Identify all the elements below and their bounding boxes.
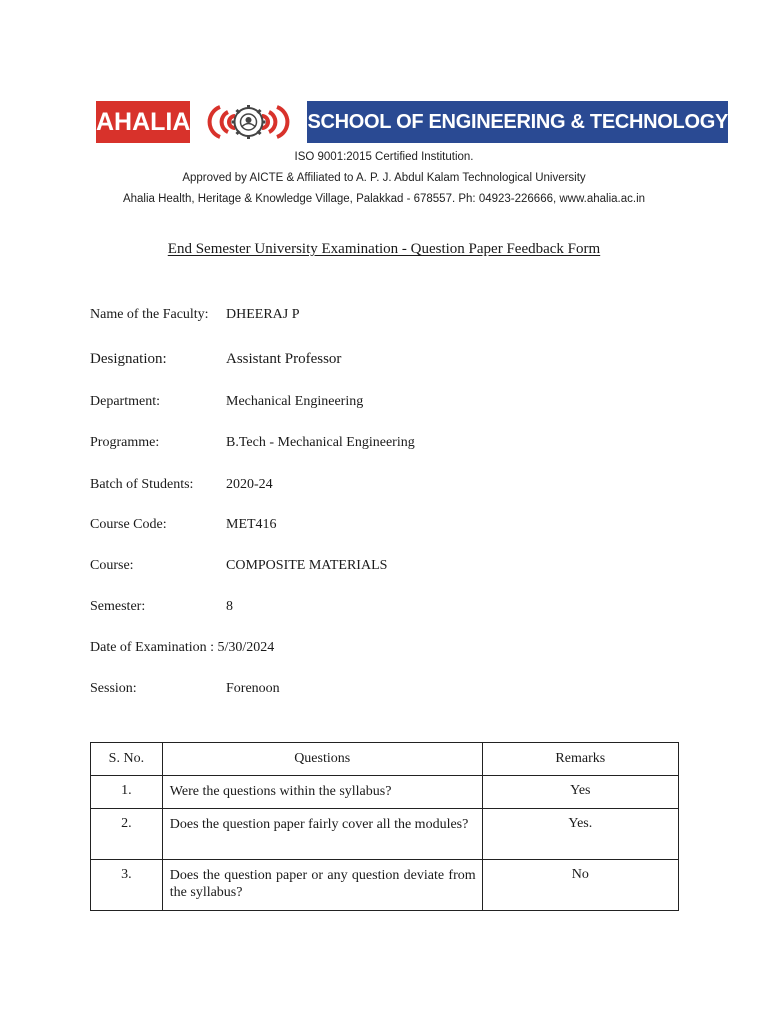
header-sno: S. No.: [91, 743, 163, 776]
field-label: Designation:: [90, 351, 167, 367]
school-name: SCHOOL OF ENGINEERING & TECHNOLOGY: [307, 101, 728, 143]
field-course-code: [90, 517, 277, 533]
field-label: Batch of Students:: [90, 477, 194, 492]
field-designation: [90, 351, 342, 368]
row-remark: Yes: [482, 776, 678, 809]
brand-name: AHALIA: [96, 101, 190, 143]
row-question: Does the question paper or any question deviate from the syllabus?: [162, 860, 482, 911]
field-semester: [90, 599, 233, 615]
row-question: Does the question paper fairly cover all the modules?: [162, 809, 482, 860]
field-batch: [90, 477, 273, 493]
institution-banner: [96, 101, 729, 143]
row-remark: Yes.: [482, 809, 678, 860]
row-number: 2.: [91, 809, 163, 860]
field-value: 2020-24: [226, 477, 273, 492]
field-value: Assistant Professor: [226, 351, 342, 367]
field-value: DHEERAJ P: [226, 307, 300, 322]
feedback-table: [90, 742, 679, 911]
row-remark: No: [482, 860, 678, 911]
row-number: 1.: [91, 776, 163, 809]
field-value: COMPOSITE MATERIALS: [226, 558, 388, 573]
field-value: Mechanical Engineering: [226, 394, 364, 409]
college-emblem-icon: [190, 101, 307, 143]
header-questions: Questions: [162, 743, 482, 776]
form-title: End Semester University Examination - Question Paper Feedback Form: [167, 241, 601, 257]
field-label: Session:: [90, 681, 137, 696]
field-programme: [90, 435, 415, 451]
table-row: [91, 809, 679, 860]
table-row: [91, 776, 679, 809]
field-value: MET416: [226, 517, 277, 532]
field-value: B.Tech - Mechanical Engineering: [226, 435, 415, 450]
field-label: Programme:: [90, 435, 160, 450]
field-faculty: [90, 307, 300, 323]
field-value: Forenoon: [226, 681, 280, 696]
field-exam-date: [90, 640, 274, 656]
field-value: 8: [226, 599, 233, 614]
field-label: Course:: [90, 558, 134, 573]
field-course: [90, 558, 388, 574]
row-number: 3.: [91, 860, 163, 911]
table-header-row: [91, 743, 679, 776]
field-label: Department:: [90, 394, 160, 409]
row-question: Were the questions within the syllabus?: [162, 776, 482, 809]
field-label: Course Code:: [90, 517, 167, 532]
table-row: [91, 860, 679, 911]
field-department: [90, 394, 364, 410]
field-session: [90, 681, 280, 697]
field-value: 5/30/2024: [217, 640, 275, 655]
iso-certification: ISO 9001:2015 Certified Institution.: [294, 151, 474, 163]
field-label: Date of Examination :: [90, 640, 215, 655]
field-label: Semester:: [90, 599, 146, 614]
affiliation-line: Approved by AICTE & Affiliated to A. P. J. Abdul Kalam Technological University: [182, 172, 586, 184]
field-label: Name of the Faculty:: [90, 307, 209, 322]
address-line: Ahalia Health, Heritage & Knowledge Village, Palakkad - 678557. Ph: 04923-226666, www.ahalia.ac.in: [122, 193, 646, 205]
header-remarks: Remarks: [482, 743, 678, 776]
